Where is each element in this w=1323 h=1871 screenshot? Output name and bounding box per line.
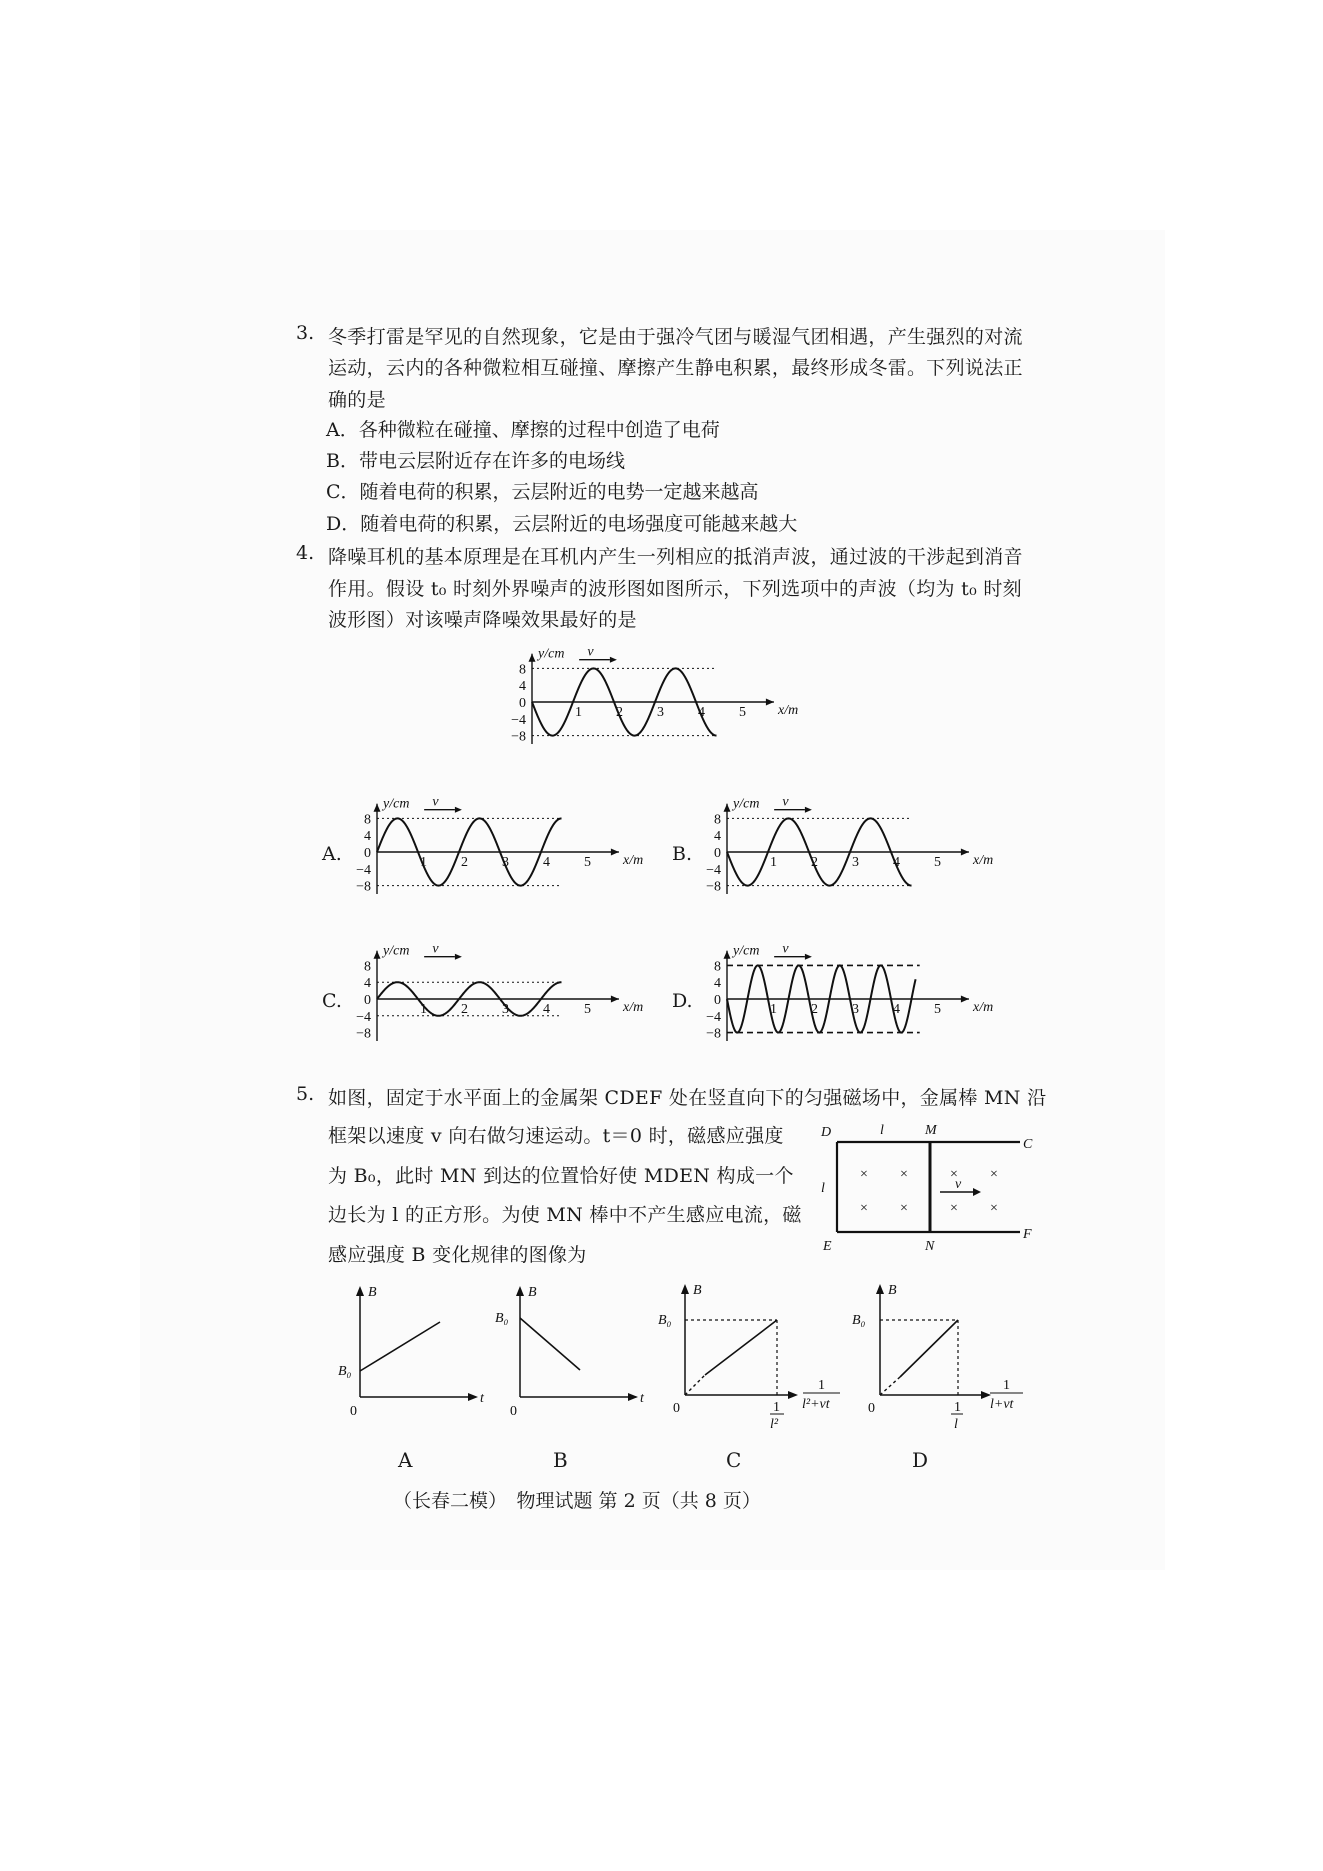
option-c-wave-graph xyxy=(345,937,675,1057)
axis-y-arrow xyxy=(876,1284,884,1294)
x-tick-label: 3 xyxy=(852,1002,859,1017)
axis-x-arrow xyxy=(628,1393,638,1401)
label-n: N xyxy=(925,1239,935,1254)
axis-y-arrow xyxy=(724,804,731,812)
axis-x-arrow xyxy=(611,996,619,1003)
field-cross: × xyxy=(900,1167,908,1182)
q3-line-2: 运动，云内的各种微粒相互碰撞、摩擦产生静电积累，最终形成冬雷。下列说法正 xyxy=(328,357,1023,379)
graph-line-dashed xyxy=(880,1377,900,1395)
x-tick-label: 5 xyxy=(739,705,746,720)
field-cross: × xyxy=(900,1201,908,1216)
y-tick-label: −4 xyxy=(511,712,526,728)
y-tick-label: −8 xyxy=(511,729,526,745)
x-tick-label: 2 xyxy=(616,705,623,720)
q4-option-label-b: B. xyxy=(672,843,693,865)
axis-x-arrow xyxy=(766,699,774,706)
velocity-arrowhead xyxy=(805,807,812,813)
x-tick-label: 5 xyxy=(584,855,591,870)
axis-label-x: x/m xyxy=(623,1000,644,1015)
q5-line-5: 感应强度 B 变化规律的图像为 xyxy=(328,1244,587,1266)
field-cross: × xyxy=(860,1201,868,1216)
y-tick-label: 4 xyxy=(714,829,721,845)
y-tick-label: 0 xyxy=(519,696,526,711)
axis-label-y: y/cm xyxy=(383,796,410,812)
axis-x-arrow xyxy=(788,1391,798,1399)
b-graph-caption-d: D xyxy=(912,1448,929,1472)
field-cross: × xyxy=(860,1167,868,1182)
axis-label-one: 1 xyxy=(818,1378,825,1393)
velocity-arrowhead xyxy=(455,807,462,813)
axis-x-arrow xyxy=(961,996,969,1003)
x-tick-label: 2 xyxy=(811,855,818,870)
axis-label-b: B xyxy=(888,1283,897,1298)
b-graph-a xyxy=(338,1282,490,1419)
x-tick-label: 2 xyxy=(461,855,468,870)
x-tick-label: 5 xyxy=(584,1002,591,1017)
x-tick-label: 1 xyxy=(420,855,427,870)
q3-option-a: A．各种微粒在碰撞、摩擦的过程中创造了电荷 xyxy=(326,419,720,441)
axis-label-lvt: l+vt xyxy=(990,1397,1014,1412)
axis-y-arrow xyxy=(529,654,536,662)
x-tick-label: 1 xyxy=(420,1002,427,1017)
y-tick-label: 8 xyxy=(714,959,721,975)
label-m: M xyxy=(925,1123,937,1138)
q4-option-label-d: D. xyxy=(672,990,693,1012)
axis-label-x: x/m xyxy=(623,853,644,868)
y-tick-label: −4 xyxy=(356,862,371,878)
y-tick-label: 0 xyxy=(714,846,721,861)
q4-line-3: 波形图）对该噪声降噪效果最好的是 xyxy=(328,609,637,631)
velocity-arrowhead xyxy=(973,1188,981,1196)
option-a-wave-graph xyxy=(345,790,675,910)
noise-wave-graph xyxy=(500,640,830,760)
x-tick-label: 4 xyxy=(698,705,705,720)
velocity-label: v xyxy=(782,941,789,957)
x-tick-label: 4 xyxy=(543,855,550,870)
x-tick-label: 2 xyxy=(811,1002,818,1017)
axis-label-x: x/m xyxy=(973,853,994,868)
velocity-arrowhead xyxy=(610,657,617,663)
q3-number: 3. xyxy=(296,322,315,344)
q4-line-2: 作用。假设 t₀ 时刻外界噪声的波形图如图所示，下列选项中的声波（均为 t₀ 时刻 xyxy=(328,578,1022,600)
axis-label-y: y/cm xyxy=(733,796,760,812)
y-tick-label: 0 xyxy=(364,993,371,1008)
option-b-wave-graph xyxy=(695,790,1025,910)
y-tick-label: 8 xyxy=(519,662,526,678)
axis-label-t: t xyxy=(480,1391,484,1406)
q3-option-d: D．随着电荷的积累，云层附近的电场强度可能越来越大 xyxy=(326,513,798,535)
graph-line xyxy=(705,1320,777,1375)
axis-label-b: B xyxy=(528,1285,537,1300)
x-tick-label: 2 xyxy=(461,1002,468,1017)
y-tick-label: 0 xyxy=(714,993,721,1008)
q3-option-c: C．随着电荷的积累，云层附近的电势一定越来越高 xyxy=(326,481,759,503)
axis-x-arrow xyxy=(468,1393,478,1401)
label-l-top: l xyxy=(880,1123,884,1138)
velocity-label: v xyxy=(955,1177,962,1192)
field-cross: × xyxy=(990,1201,998,1216)
tick-l: l xyxy=(954,1417,958,1432)
y-tick-label: 4 xyxy=(519,679,526,695)
velocity-arrowhead xyxy=(805,954,812,960)
axis-label-y: y/cm xyxy=(733,943,760,959)
axis-y-arrow xyxy=(374,804,381,812)
label-l-side: l xyxy=(821,1181,825,1196)
axis-label-y: y/cm xyxy=(538,646,565,662)
origin-label: 0 xyxy=(673,1401,680,1416)
y-tick-label: 4 xyxy=(364,829,371,845)
graph-line-dashed xyxy=(685,1375,705,1395)
y-tick-label: −8 xyxy=(356,1026,371,1042)
label-b0: B₀ xyxy=(495,1311,509,1326)
tick-one: 1 xyxy=(773,1400,780,1415)
axis-y-arrow xyxy=(516,1286,524,1296)
b-graph-caption-b: B xyxy=(553,1448,568,1472)
q5-line-2: 框架以速度 v 向右做匀速运动。t＝0 时，磁感应强度 xyxy=(328,1125,784,1147)
y-tick-label: −4 xyxy=(706,862,721,878)
tick-one: 1 xyxy=(954,1400,961,1415)
y-tick-label: −8 xyxy=(356,879,371,895)
x-tick-label: 3 xyxy=(502,1002,509,1017)
q4-number: 4. xyxy=(296,542,315,564)
velocity-label: v xyxy=(432,794,439,810)
page-footer: （长春二模） 物理试题 第 2 页（共 8 页） xyxy=(393,1490,761,1512)
axis-x-arrow xyxy=(611,849,619,856)
origin-label: 0 xyxy=(868,1401,875,1416)
axis-y-arrow xyxy=(374,951,381,959)
y-tick-label: 8 xyxy=(714,812,721,828)
label-d: D xyxy=(821,1125,832,1140)
x-tick-label: 3 xyxy=(852,855,859,870)
q4-option-label-a: A. xyxy=(322,843,342,865)
q5-number: 5. xyxy=(296,1083,315,1105)
tick-l2: l² xyxy=(770,1417,779,1432)
x-tick-label: 1 xyxy=(770,855,777,870)
axis-label-l2vt: l²+vt xyxy=(802,1397,830,1412)
axis-label-one: 1 xyxy=(1003,1378,1010,1393)
y-tick-label: 4 xyxy=(364,976,371,992)
metal-frame-diagram xyxy=(815,1120,1045,1255)
b-graph-b xyxy=(495,1282,645,1419)
y-tick-label: 8 xyxy=(364,812,371,828)
field-cross: × xyxy=(950,1167,958,1182)
x-tick-label: 3 xyxy=(657,705,664,720)
axis-x-arrow xyxy=(961,849,969,856)
q5-line-3: 为 B₀，此时 MN 到达的位置恰好使 MDEN 构成一个 xyxy=(328,1165,794,1187)
q4-line-1: 降噪耳机的基本原理是在耳机内产生一列相应的抵消声波，通过波的干涉起到消音 xyxy=(328,546,1023,568)
b-graph-c xyxy=(658,1280,850,1432)
y-tick-label: −4 xyxy=(356,1009,371,1025)
axis-label-x: x/m xyxy=(778,703,799,718)
label-f: F xyxy=(1023,1227,1032,1242)
graph-line xyxy=(900,1320,958,1377)
q4-option-label-c: C. xyxy=(322,990,342,1012)
axis-label-x: x/m xyxy=(973,1000,994,1015)
label-e: E xyxy=(823,1239,832,1254)
q3-line-1: 冬季打雷是罕见的自然现象，它是由于强冷气团与暖湿气团相遇，产生强烈的对流 xyxy=(328,326,1023,348)
b-graph-caption-c: C xyxy=(726,1448,742,1472)
x-tick-label: 5 xyxy=(934,1002,941,1017)
y-tick-label: −8 xyxy=(706,1026,721,1042)
b-graph-d xyxy=(848,1280,1038,1432)
field-cross: × xyxy=(990,1167,998,1182)
field-cross: × xyxy=(950,1201,958,1216)
x-tick-label: 5 xyxy=(934,855,941,870)
velocity-label: v xyxy=(587,644,594,660)
velocity-label: v xyxy=(432,941,439,957)
x-tick-label: 4 xyxy=(543,1002,550,1017)
origin-label: 0 xyxy=(350,1404,357,1419)
x-tick-label: 4 xyxy=(893,855,900,870)
q5-line-1: 如图，固定于水平面上的金属架 CDEF 处在竖直向下的匀强磁场中，金属棒 MN 沿 xyxy=(328,1087,1047,1109)
axis-label-t: t xyxy=(640,1391,644,1406)
y-tick-label: 0 xyxy=(364,846,371,861)
x-tick-label: 3 xyxy=(502,855,509,870)
axis-y-arrow xyxy=(681,1284,689,1294)
label-c: C xyxy=(1023,1137,1033,1152)
axis-label-y: y/cm xyxy=(383,943,410,959)
axis-label-b: B xyxy=(368,1285,377,1300)
label-b0: B₀ xyxy=(658,1313,672,1328)
x-tick-label: 1 xyxy=(575,705,582,720)
graph-line xyxy=(520,1318,580,1370)
graph-line xyxy=(360,1322,440,1371)
option-d-wave-graph xyxy=(695,937,1025,1057)
q5-line-4: 边长为 l 的正方形。为使 MN 棒中不产生感应电流，磁 xyxy=(328,1204,802,1226)
y-tick-label: −4 xyxy=(706,1009,721,1025)
b-graph-caption-a: A xyxy=(398,1448,413,1472)
x-tick-label: 1 xyxy=(770,1002,777,1017)
label-b0: B₀ xyxy=(338,1364,352,1379)
velocity-label: v xyxy=(782,794,789,810)
origin-label: 0 xyxy=(510,1404,517,1419)
label-b0: B₀ xyxy=(852,1313,866,1328)
q3-line-3: 确的是 xyxy=(328,389,386,411)
x-tick-label: 4 xyxy=(893,1002,900,1017)
axis-y-arrow xyxy=(724,951,731,959)
y-tick-label: −8 xyxy=(706,879,721,895)
y-tick-label: 8 xyxy=(364,959,371,975)
q3-option-b: B．带电云层附近存在许多的电场线 xyxy=(326,450,625,472)
axis-label-b: B xyxy=(693,1283,702,1298)
velocity-arrowhead xyxy=(455,954,462,960)
y-tick-label: 4 xyxy=(714,976,721,992)
axis-y-arrow xyxy=(356,1286,364,1296)
